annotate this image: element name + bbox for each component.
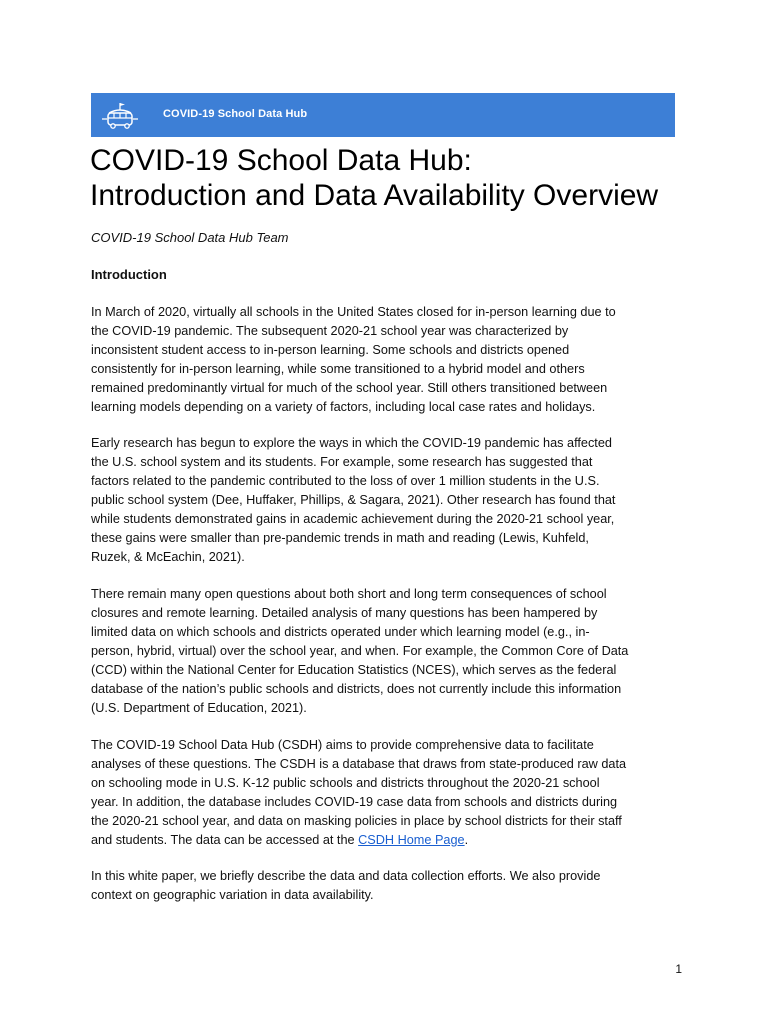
paragraph-4 xyxy=(91,736,691,850)
text-line: learning models depending on a variety of factors, including local case rates and holidays. xyxy=(91,400,596,414)
text-line: factors related to the pandemic contributed to the loss of over 1 million students in the U.S. xyxy=(91,474,600,488)
paragraph-1 xyxy=(91,303,691,417)
text-line: database of the nation’s public schools and districts, does not currently include this information xyxy=(91,682,622,696)
text-line: analyses of these questions. The CSDH is a database that draws from state-produced raw data xyxy=(91,757,627,771)
paragraph-5 xyxy=(91,867,691,905)
page-number: 1 xyxy=(675,962,682,976)
csdh-home-page-link[interactable]: CSDH Home Page xyxy=(358,833,465,847)
text-line: year. In addition, the database includes COVID-19 case data from schools and districts during xyxy=(91,795,618,809)
text-line: limited data on which schools and districts operated under which learning model (e.g., in- xyxy=(91,625,590,639)
text-line: person, hybrid, virtual) over the school year, and when. For example, the Common Core of Data xyxy=(91,644,629,658)
text-after-link: . xyxy=(464,833,469,847)
text-line: the COVID-19 pandemic. The subsequent 2020-21 school year was characterized by xyxy=(91,324,569,338)
text-line: Early research has begun to explore the ways in which the COVID-19 pandemic has affected xyxy=(91,436,612,450)
text-before-link: and students. The data can be accessed at the xyxy=(91,833,359,847)
text-line: closures and remote learning. Detailed analysis of many questions has been hampered by xyxy=(91,606,598,620)
text-line: the 2020-21 school year, and data on masking policies in place by school districts for their staff xyxy=(91,814,622,828)
brand-name: COVID-19 School Data Hub xyxy=(163,108,308,120)
text-line: There remain many open questions about both short and long term consequences of school xyxy=(91,587,607,601)
text-line: (U.S. Department of Education, 2021). xyxy=(91,701,307,715)
text-line: The COVID-19 School Data Hub (CSDH) aims to provide comprehensive data to facilitate xyxy=(91,738,594,752)
text-line: remained predominantly virtual for much of the school year. Still others transitioned between xyxy=(91,381,608,395)
text-line-with-link xyxy=(91,831,691,850)
text-line: context on geographic variation in data availability. xyxy=(91,888,374,902)
text-line: while students demonstrated gains in academic achievement during the 2020-21 school year, xyxy=(91,512,615,526)
text-line: In this white paper, we briefly describe the data and data collection efforts. We also provide xyxy=(91,869,601,883)
text-line: these gains were smaller than pre-pandemic trends in math and reading (Lewis, Kuhfeld, xyxy=(91,531,589,545)
section-heading: Introduction xyxy=(91,267,167,282)
text-line: In March of 2020, virtually all schools in the United States closed for in-person learning due to xyxy=(91,305,616,319)
text-line: on schooling mode in U.S. K-12 public schools and districts throughout the 2020-21 school xyxy=(91,776,600,790)
page-title xyxy=(90,143,690,213)
school-bus-icon xyxy=(99,101,139,131)
header-banner xyxy=(91,93,675,137)
text-line: Ruzek, & McEachin, 2021). xyxy=(91,550,245,564)
text-line: public school system (Dee, Huffaker, Phillips, & Sagara, 2021). Other research has found that xyxy=(91,493,616,507)
text-line: consistently for in-person learning, while some transitioned to a hybrid model and others xyxy=(91,362,585,376)
paragraph-3 xyxy=(91,585,691,718)
paragraph-2 xyxy=(91,434,691,567)
title-line-2: Introduction and Data Availability Overview xyxy=(90,179,659,212)
title-line-1: COVID-19 School Data Hub: xyxy=(90,144,472,177)
text-line: the U.S. school system and its students. For example, some research has suggested that xyxy=(91,455,593,469)
text-line: inconsistent student access to in-person learning. Some schools and districts opened xyxy=(91,343,570,357)
text-line: (CCD) within the National Center for Education Statistics (NCES), which serves as the federal xyxy=(91,663,617,677)
author-line: COVID-19 School Data Hub Team xyxy=(91,230,289,245)
